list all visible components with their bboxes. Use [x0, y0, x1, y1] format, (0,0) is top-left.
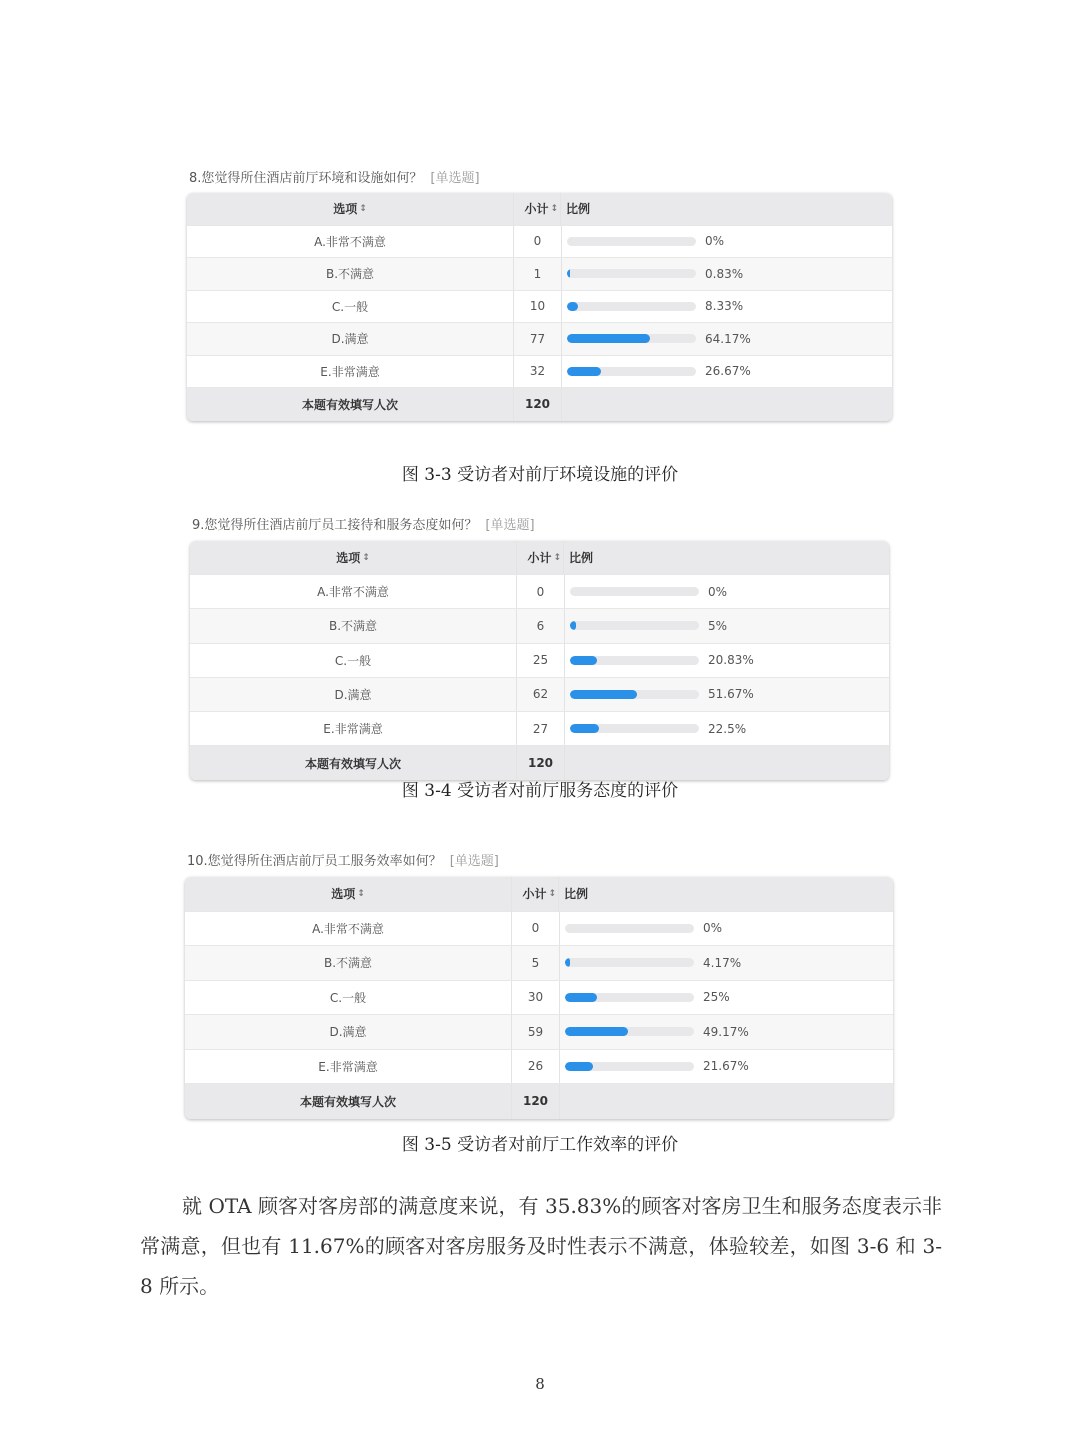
header-count-cell[interactable] — [514, 193, 561, 225]
table-header-row — [185, 877, 893, 912]
survey-table-q10 — [185, 852, 893, 1119]
sort-icon[interactable]: ↕ — [548, 888, 556, 899]
header-option-cell[interactable] — [187, 193, 514, 225]
progress-bar-fill — [570, 690, 637, 699]
option-cell: A.非常不满意 — [190, 575, 517, 608]
percent-label: 20.83% — [708, 653, 754, 668]
figure-caption-3-5: 图 3-5 受访者对前厅工作效率的评价 — [401, 1135, 679, 1155]
ratio-cell — [562, 356, 892, 388]
question-title — [189, 169, 892, 189]
count-cell: 1 — [514, 258, 562, 290]
option-cell: E.非常满意 — [185, 1050, 512, 1084]
question-text: 10.您觉得所住酒店前厅员工服务效率如何？ — [187, 854, 442, 869]
count-cell: 0 — [517, 575, 565, 608]
percent-label: 8.33% — [705, 299, 744, 314]
percent-label: 0% — [705, 234, 725, 249]
option-cell: D.满意 — [187, 323, 514, 355]
header-option-label: 选项 — [333, 202, 358, 217]
question-text: 8.您觉得所住酒店前厅环境和设施如何？ — [189, 171, 423, 186]
header-count-label: 小计 — [527, 551, 552, 566]
question-text: 9.您觉得所住酒店前厅员工接待和服务态度如何？ — [192, 518, 478, 533]
total-ratio-empty — [560, 1084, 893, 1119]
progress-bar-track — [565, 993, 694, 1002]
header-ratio-label: 比例 — [564, 887, 589, 902]
option-cell: C.一般 — [187, 291, 514, 323]
percent-label: 0% — [708, 584, 728, 599]
total-label: 本题有效填写人次 — [190, 746, 517, 780]
percent-label: 51.67% — [708, 687, 754, 702]
progress-bar-track — [567, 367, 696, 376]
figure-caption-3-4: 图 3-4 受访者对前厅服务态度的评价 — [401, 781, 679, 801]
header-option-label: 选项 — [331, 887, 356, 902]
body-paragraph: 就 OTA 顾客对客房部的满意度来说，有 35.83%的顾客对客房卫生和服务态度表示非常满意，但也有 11.67%的顾客对客房服务及时性表示不满意，体验较差，如图 3-6 和 3-8 所示。 — [140, 1194, 942, 1298]
progress-bar-fill — [570, 724, 599, 733]
header-count-cell[interactable] — [512, 877, 559, 911]
ratio-cell — [560, 981, 893, 1015]
option-cell: A.非常不满意 — [187, 226, 514, 258]
percent-label: 25% — [703, 990, 730, 1005]
count-cell: 6 — [517, 609, 565, 642]
option-cell: C.一般 — [190, 644, 517, 677]
option-cell: B.不满意 — [190, 609, 517, 642]
progress-bar-track — [567, 302, 696, 311]
progress-bar-track — [570, 724, 699, 733]
ratio-cell — [565, 644, 889, 677]
count-cell: 26 — [512, 1050, 560, 1084]
option-cell: B.不满意 — [185, 946, 512, 980]
total-count: 120 — [512, 1084, 560, 1119]
table-row — [187, 356, 892, 389]
table-row — [190, 609, 889, 643]
question-title — [192, 516, 889, 536]
progress-bar-track — [565, 958, 694, 967]
header-option-label: 选项 — [336, 551, 361, 566]
percent-label: 64.17% — [705, 331, 751, 346]
option-cell: D.满意 — [190, 678, 517, 711]
progress-bar-track — [565, 1062, 694, 1071]
table-row — [187, 291, 892, 324]
option-cell: B.不满意 — [187, 258, 514, 290]
results-table — [185, 877, 893, 1119]
table-row — [185, 946, 893, 981]
progress-bar-track — [565, 1027, 694, 1036]
table-row — [187, 258, 892, 291]
table-row — [187, 323, 892, 356]
sort-icon[interactable]: ↕ — [359, 203, 367, 214]
header-ratio-cell — [561, 193, 892, 225]
count-cell: 77 — [514, 323, 562, 355]
results-table — [187, 193, 892, 421]
progress-bar-fill — [565, 1027, 628, 1036]
count-cell: 10 — [514, 291, 562, 323]
ratio-cell — [565, 712, 889, 745]
progress-bar-fill — [570, 656, 597, 665]
ratio-cell — [560, 1015, 893, 1049]
ratio-cell — [562, 291, 892, 323]
header-count-label: 小计 — [522, 887, 547, 902]
survey-table-q8 — [187, 169, 892, 421]
total-label: 本题有效填写人次 — [187, 388, 514, 421]
ratio-cell — [565, 609, 889, 642]
header-option-cell[interactable] — [190, 541, 517, 574]
progress-bar-track — [567, 269, 696, 278]
sort-icon[interactable]: ↕ — [362, 552, 370, 563]
progress-bar-track — [570, 587, 699, 596]
question-type-tag: [单选题] — [485, 518, 535, 533]
progress-bar-fill — [565, 993, 597, 1002]
progress-bar-fill — [567, 367, 601, 376]
ratio-cell — [565, 678, 889, 711]
option-cell: A.非常不满意 — [185, 912, 512, 946]
table-row — [185, 1015, 893, 1050]
header-ratio-cell — [559, 877, 893, 911]
progress-bar-fill — [570, 621, 576, 630]
progress-bar-track — [570, 656, 699, 665]
progress-bar-track — [570, 690, 699, 699]
table-total-row — [187, 388, 892, 421]
header-count-cell[interactable] — [517, 541, 564, 574]
progress-bar-track — [567, 237, 696, 246]
total-count: 120 — [514, 388, 562, 421]
percent-label: 26.67% — [705, 364, 751, 379]
percent-label: 21.67% — [703, 1059, 749, 1074]
total-ratio-empty — [562, 388, 892, 421]
count-cell: 25 — [517, 644, 565, 677]
progress-bar-track — [565, 924, 694, 933]
ratio-cell — [565, 575, 889, 608]
table-row — [190, 644, 889, 678]
results-table — [190, 541, 889, 780]
progress-bar-track — [567, 334, 696, 343]
ratio-cell — [562, 226, 892, 258]
progress-bar-fill — [567, 269, 570, 278]
total-count: 120 — [517, 746, 565, 780]
table-row — [185, 1050, 893, 1085]
page-number: 8 — [535, 1375, 545, 1393]
ratio-cell — [560, 946, 893, 980]
table-row — [190, 575, 889, 609]
option-cell: C.一般 — [185, 981, 512, 1015]
survey-table-q9 — [190, 516, 889, 780]
table-header-row — [187, 193, 892, 226]
question-title — [187, 852, 893, 872]
question-type-tag: [单选题] — [449, 854, 499, 869]
percent-label: 0.83% — [705, 266, 744, 281]
progress-bar-fill — [567, 302, 578, 311]
count-cell: 0 — [512, 912, 560, 946]
percent-label: 22.5% — [708, 721, 747, 736]
header-ratio-cell — [564, 541, 889, 574]
progress-bar-fill — [567, 334, 650, 343]
progress-bar-fill — [565, 958, 570, 967]
progress-bar-track — [570, 621, 699, 630]
count-cell: 59 — [512, 1015, 560, 1049]
sort-icon[interactable]: ↕ — [550, 203, 558, 214]
count-cell: 62 — [517, 678, 565, 711]
ratio-cell — [562, 323, 892, 355]
ratio-cell — [562, 258, 892, 290]
table-row — [190, 712, 889, 746]
total-label: 本题有效填写人次 — [185, 1084, 512, 1119]
count-cell: 27 — [517, 712, 565, 745]
question-type-tag: [单选题] — [430, 171, 480, 186]
count-cell: 32 — [514, 356, 562, 388]
table-row — [185, 912, 893, 947]
sort-icon[interactable]: ↕ — [357, 888, 365, 899]
figure-caption-3-3: 图 3-3 受访者对前厅环境设施的评价 — [401, 465, 679, 485]
table-row — [187, 226, 892, 259]
table-header-row — [190, 541, 889, 575]
header-option-cell[interactable] — [185, 877, 512, 911]
count-cell: 5 — [512, 946, 560, 980]
percent-label: 4.17% — [703, 955, 742, 970]
count-cell: 0 — [514, 226, 562, 258]
header-ratio-label: 比例 — [566, 202, 591, 217]
option-cell: E.非常满意 — [190, 712, 517, 745]
table-row — [185, 981, 893, 1016]
progress-bar-fill — [565, 1062, 593, 1071]
percent-label: 5% — [708, 618, 728, 633]
percent-label: 49.17% — [703, 1024, 749, 1039]
option-cell: E.非常满意 — [187, 356, 514, 388]
sort-icon[interactable]: ↕ — [553, 552, 561, 563]
percent-label: 0% — [703, 921, 723, 936]
count-cell: 30 — [512, 981, 560, 1015]
ratio-cell — [560, 912, 893, 946]
ratio-cell — [560, 1050, 893, 1084]
header-ratio-label: 比例 — [569, 551, 594, 566]
table-row — [190, 678, 889, 712]
option-cell: D.满意 — [185, 1015, 512, 1049]
table-total-row — [185, 1084, 893, 1119]
header-count-label: 小计 — [524, 202, 549, 217]
